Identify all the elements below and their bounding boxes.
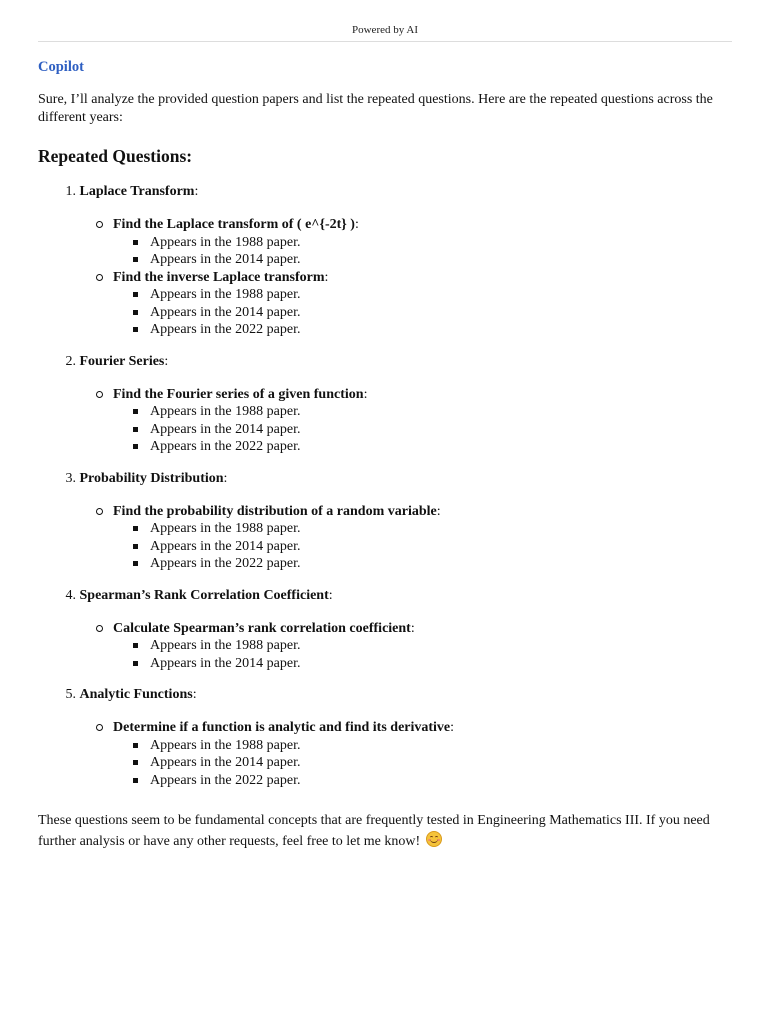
occurrence-list: [95, 234, 728, 269]
topic-title: Spearman’s Rank Correlation Coefficient: [79, 587, 329, 603]
question-item: [95, 620, 728, 673]
smiling-face-icon: [426, 831, 442, 847]
intro-paragraph: Sure, I’ll analyze the provided question papers and list the repeated questions. Here are the repeated questions across the different years:: [38, 92, 713, 125]
occurrence-text: Appears in the 1988 paper.: [150, 638, 301, 653]
occurrence-item: [132, 286, 728, 304]
circle-bullet-icon: [96, 625, 103, 632]
topic-number: 5.: [65, 687, 76, 702]
topic-line: 5. Analytic Functions:: [38, 686, 728, 704]
topic-item: [38, 353, 728, 456]
question-list: [38, 719, 728, 789]
circle-bullet-icon: [96, 391, 103, 398]
occurrence-list: [95, 520, 728, 573]
occurrence-item: [132, 421, 728, 439]
occurrence-item: [132, 304, 728, 322]
topic-title: Laplace Transform: [79, 184, 195, 199]
topic-number: 3.: [65, 470, 76, 486]
question-text: Find the Fourier series of a given function: [113, 386, 364, 402]
question-text: Find the Laplace transform of ( e^{-2t} ): [113, 217, 355, 232]
square-bullet-icon: [133, 240, 138, 245]
powered-by-label: Powered by AI: [38, 24, 732, 42]
occurrence-text: Appears in the 2014 paper.: [150, 655, 301, 671]
occurrence-text: Appears in the 2014 paper.: [150, 755, 301, 770]
occurrence-item: [132, 321, 728, 339]
square-bullet-icon: [133, 561, 138, 566]
occurrence-list: [95, 403, 728, 456]
occurrence-item: [132, 754, 728, 772]
occurrence-item: [132, 438, 728, 456]
circle-bullet-icon: [96, 724, 103, 731]
topic-line: 3. Probability Distribution:: [38, 470, 728, 488]
topic-title: Analytic Functions: [79, 687, 193, 702]
occurrence-list: [95, 637, 728, 672]
question-item: [95, 386, 728, 456]
occurrence-text: Appears in the 1988 paper.: [150, 287, 301, 302]
topic-item: [38, 470, 728, 573]
question-list: [38, 620, 728, 673]
topic-line: 4. Spearman’s Rank Correlation Coefficient:: [38, 587, 728, 605]
topic-title: Fourier Series: [79, 353, 165, 369]
occurrence-item: [132, 772, 728, 790]
occurrence-text: Appears in the 1988 paper.: [150, 234, 301, 250]
square-bullet-icon: [133, 327, 138, 332]
topic-item: [38, 686, 728, 789]
question-list: [38, 216, 728, 339]
occurrence-item: [132, 737, 728, 755]
occurrence-text: Appears in the 1988 paper.: [150, 404, 301, 419]
outro-text: These questions seem to be fundamental concepts that are frequently tested in Engineering Mathematics III. If you need further analysis or have any other requests, feel free to let me know!: [38, 813, 710, 849]
occurrence-list: [95, 286, 728, 339]
square-bullet-icon: [133, 778, 138, 783]
repeated-questions-list: [38, 183, 728, 803]
occurrence-item: [132, 520, 728, 538]
topic-line: 1. Laplace Transform:: [38, 183, 728, 201]
occurrence-list: [95, 737, 728, 790]
square-bullet-icon: [133, 760, 138, 765]
question-line: Find the inverse Laplace transform:: [95, 269, 728, 287]
assistant-name: Copilot: [38, 59, 84, 75]
occurrence-text: Appears in the 2014 paper.: [150, 538, 301, 554]
square-bullet-icon: [133, 257, 138, 262]
question-item: [95, 503, 728, 573]
square-bullet-icon: [133, 444, 138, 449]
topic-number: 1.: [65, 184, 76, 199]
question-line: Determine if a function is analytic and find its derivative:: [95, 719, 728, 737]
topic-title: Probability Distribution: [79, 470, 224, 486]
square-bullet-icon: [133, 409, 138, 414]
occurrence-text: Appears in the 2014 paper.: [150, 252, 301, 267]
occurrence-item: [132, 637, 728, 655]
topic-line: 2. Fourier Series:: [38, 353, 728, 371]
section-heading: Repeated Questions:: [38, 146, 193, 166]
question-list: [38, 503, 728, 573]
occurrence-text: Appears in the 2022 paper.: [150, 772, 301, 788]
question-text: Determine if a function is analytic and find its derivative: [113, 720, 451, 735]
square-bullet-icon: [133, 743, 138, 748]
occurrence-item: [132, 403, 728, 421]
occurrence-text: Appears in the 2022 paper.: [150, 439, 301, 454]
topic-number: 2.: [65, 353, 76, 369]
occurrence-text: Appears in the 2022 paper.: [150, 556, 301, 571]
square-bullet-icon: [133, 643, 138, 648]
outro-paragraph: [38, 811, 738, 852]
occurrence-item: [132, 655, 728, 673]
question-item: [95, 216, 728, 269]
question-line: Find the Laplace transform of ( e^{-2t} ):: [95, 216, 728, 234]
topic-item: [38, 587, 728, 673]
question-item: [95, 719, 728, 789]
circle-bullet-icon: [96, 221, 103, 228]
question-list: [38, 386, 728, 456]
square-bullet-icon: [133, 292, 138, 297]
occurrence-item: [132, 538, 728, 556]
square-bullet-icon: [133, 544, 138, 549]
occurrence-item: [132, 234, 728, 252]
question-text: Calculate Spearman’s rank correlation coefficient: [113, 620, 411, 636]
occurrence-text: Appears in the 1988 paper.: [150, 521, 301, 536]
occurrence-text: Appears in the 2014 paper.: [150, 421, 301, 437]
circle-bullet-icon: [96, 274, 103, 281]
square-bullet-icon: [133, 661, 138, 666]
square-bullet-icon: [133, 310, 138, 315]
question-text: Find the inverse Laplace transform: [113, 269, 325, 285]
question-item: [95, 269, 728, 339]
occurrence-text: Appears in the 2014 paper.: [150, 304, 301, 320]
square-bullet-icon: [133, 526, 138, 531]
question-line: Find the probability distribution of a random variable:: [95, 503, 728, 521]
occurrence-text: Appears in the 2022 paper.: [150, 322, 301, 337]
circle-bullet-icon: [96, 508, 103, 515]
occurrence-item: [132, 555, 728, 573]
occurrence-item: [132, 251, 728, 269]
question-line: Find the Fourier series of a given function:: [95, 386, 728, 404]
occurrence-text: Appears in the 1988 paper.: [150, 737, 301, 753]
topic-item: [38, 183, 728, 339]
square-bullet-icon: [133, 427, 138, 432]
topic-number: 4.: [65, 587, 76, 603]
question-line: Calculate Spearman’s rank correlation coefficient:: [95, 620, 728, 638]
question-text: Find the probability distribution of a random variable: [113, 503, 437, 519]
